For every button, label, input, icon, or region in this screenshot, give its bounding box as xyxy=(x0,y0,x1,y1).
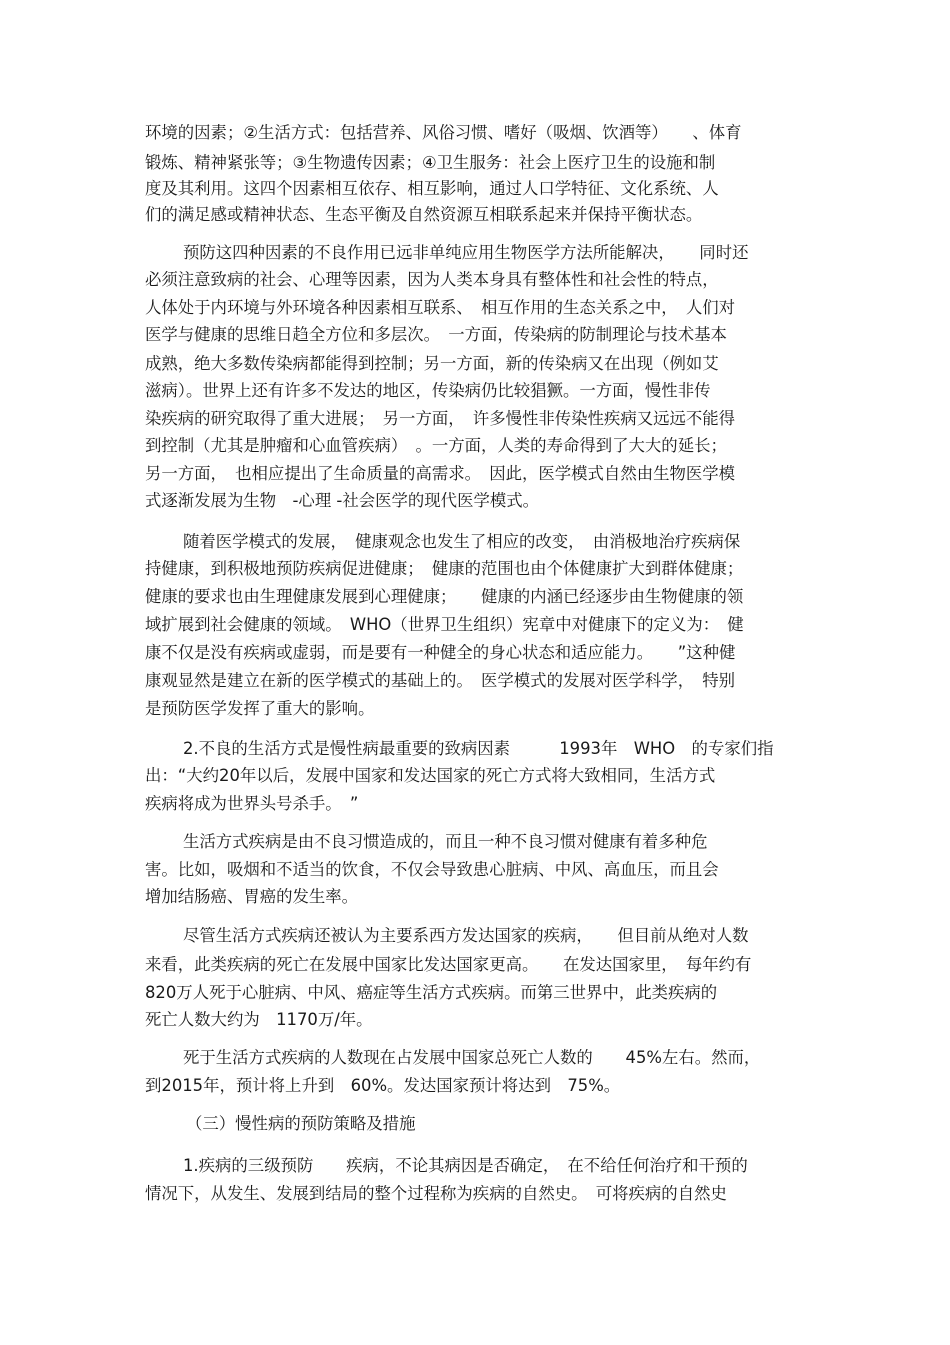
text-line: 生活方式疾病是由不良习惯造成的，而且一种不良习惯对健康有着多种危 xyxy=(183,832,708,851)
text-line: 害。比如，吸烟和不适当的饮食，不仅会导致患心脏病、中风、高血压，而且会 xyxy=(145,860,719,879)
text-line: 出：“大约20年以后，发展中国家和发达国家的死亡方式将大致相同，生活方式 xyxy=(145,766,716,785)
text-line: 1.疾病的三级预防 疾病，不论其病因是否确定， 在不给任何治疗和干预的 xyxy=(183,1156,748,1175)
text-line: 健康的要求也由生理健康发展到心理健康； 健康的内涵已经逐步由生物健康的领 xyxy=(145,587,744,606)
text-line: 到控制（尤其是肿瘤和心血管疾病） 。一方面，人类的寿命得到了大大的延长； xyxy=(145,436,727,455)
text-line: 820万人死于心脏病、中风、癌症等生活方式疾病。而第三世界中，此类疾病的 xyxy=(145,983,718,1002)
text-line: 死于生活方式疾病的人数现在占发展中国家总死亡人数的 45%左右。然而， xyxy=(183,1048,761,1067)
text-line: 锻炼、精神紧张等；③生物遗传因素；④卫生服务：社会上医疗卫生的设施和制 xyxy=(145,153,716,172)
text-line: 成熟，绝大多数传染病都能得到控制；另一方面，新的传染病又在出现（例如艾 xyxy=(145,354,719,373)
text-line: 持健康，到积极地预防疾病促进健康； 健康的范围也由个体健康扩大到群体健康； xyxy=(145,559,744,578)
text-line: 域扩展到社会健康的领域。 WHO（世界卫生组织）宪章中对健康下的定义为： 健 xyxy=(145,615,744,634)
text-line: 式逐渐发展为生物 -心理 -社会医学的现代医学模式。 xyxy=(145,491,540,510)
text-line: 康观显然是建立在新的医学模式的基础上的。 医学模式的发展对医学科学， 特别 xyxy=(145,671,736,690)
text-line: 康不仅是没有疾病或虚弱，而是要有一种健全的身心状态和适应能力。 ”这种健 xyxy=(145,643,736,662)
text-line: 染疾病的研究取得了重大进展； 另一方面， 许多慢性非传染性疾病又远远不能得 xyxy=(145,409,736,428)
text-line: 到2015年，预计将上升到 60%。发达国家预计将达到 75%。 xyxy=(145,1076,621,1095)
text-line: 们的满足感或精神状态、生态平衡及自然资源互相联系起来并保持平衡状态。 xyxy=(145,205,703,224)
text-line: 环境的因素；②生活方式：包括营养、风俗习惯、嗜好（吸烟、饮酒等） 、体育 xyxy=(145,123,742,142)
section-heading: （三）慢性病的预防策略及措施 xyxy=(186,1114,416,1133)
text-line: 增加结肠癌、胃癌的发生率。 xyxy=(145,887,359,906)
text-line: 是预防医学发挥了重大的影响。 xyxy=(145,699,375,718)
text-line: 必须注意致病的社会、心理等因素，因为人类本身具有整体性和社会性的特点， xyxy=(145,270,719,289)
text-line: 尽管生活方式疾病还被认为主要系西方发达国家的疾病， 但目前从绝对人数 xyxy=(183,926,749,945)
text-line: 随着医学模式的发展， 健康观念也发生了相应的改变， 由消极地治疗疾病保 xyxy=(183,532,741,551)
text-line: 人体处于内环境与外环境各种因素相互联系、 相互作用的生态关系之中， 人们对 xyxy=(145,298,736,317)
text-line: 死亡人数大约为 1170万/年。 xyxy=(145,1010,373,1029)
text-line: 情况下，从发生、发展到结局的整个过程称为疾病的自然史。 可将疾病的自然史 xyxy=(145,1184,727,1203)
text-line: 预防这四种因素的不良作用已远非单纯应用生物医学方法所能解决， 同时还 xyxy=(183,243,749,262)
text-line: 来看，此类疾病的死亡在发展中国家比发达国家更高。 在发达国家里， 每年约有 xyxy=(145,955,752,974)
text-line: 2.不良的生活方式是慢性病最重要的致病因素 1993年 WHO 的专家们指 xyxy=(183,739,774,758)
text-line: 疾病将成为世界头号杀手。 ” xyxy=(145,794,359,813)
text-line: 医学与健康的思维日趋全方位和多层次。 一方面，传染病的防制理论与技术基本 xyxy=(145,325,727,344)
text-line: 另一方面， 也相应提出了生命质量的高需求。 因此，医学模式自然由生物医学模 xyxy=(145,464,736,483)
text-line: 滋病）。世界上还有许多不发达的地区，传染病仍比较猖獗。一方面，慢性非传 xyxy=(145,381,711,400)
text-line: 度及其利用。这四个因素相互依存、相互影响，通过人口学特征、文化系统、人 xyxy=(145,179,719,198)
